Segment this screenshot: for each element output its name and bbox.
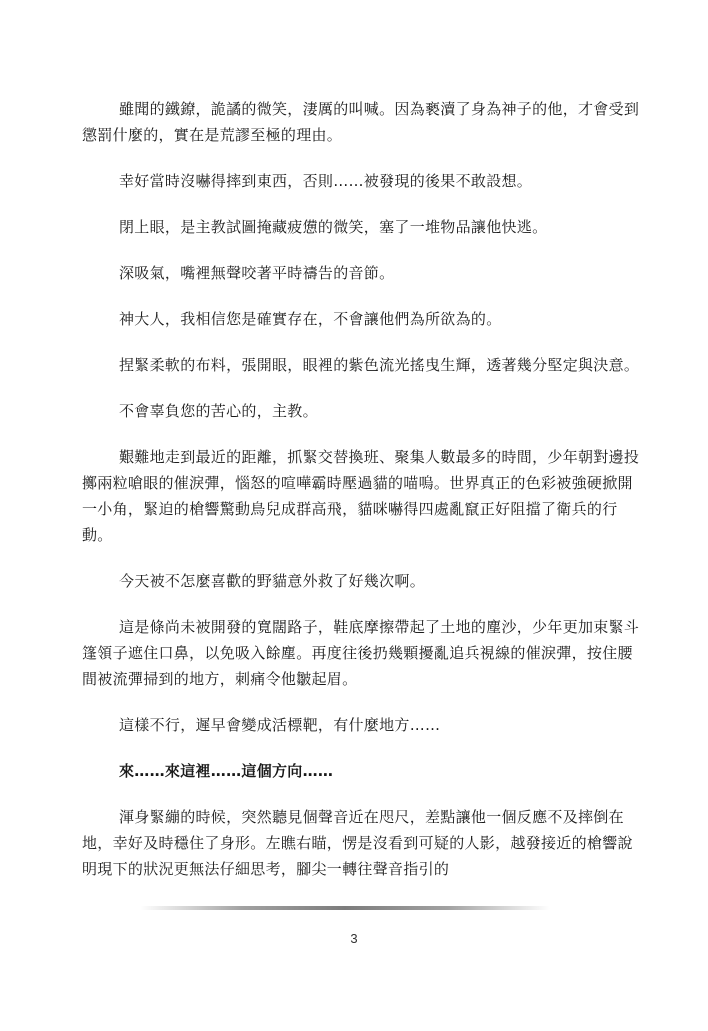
paragraph: 這樣不行，遲早會變成活標靶，有什麼地方…… <box>119 716 441 734</box>
paragraph: 閉上眼，是主教試圖掩藏疲憊的微笑，塞了一堆物品讓他快逃。 <box>119 218 548 236</box>
body-text <box>82 96 642 902</box>
paragraph: 渾身緊繃的時候，突然聽見個聲音近在咫尺，差點讓他一個反應不及摔倒在地，幸好及時穩住了身形。左瞧右瞄，愣是沒看到可疑的人影，越發接近的槍響說明現下的狀況更無法仔細思考，腳尖一轉往聲音指引的 <box>82 808 633 878</box>
paragraph: 幸好當時沒嚇得摔到東西，否則……被發現的後果不敢設想。 <box>119 172 533 190</box>
page-number: 3 <box>350 931 358 946</box>
paragraph: 捏緊柔軟的布料，張開眼，眼裡的紫色流光搖曳生輝，透著幾分堅定與決意。 <box>119 356 640 374</box>
paragraph: 艱難地走到最近的距離，抓緊交替換班、聚集人數最多的時間，少年朝對邊投擲兩粒嗆眼的催淚彈，惱怒的喧嘩霸時壓過貓的喵嗚。世界真正的色彩被強硬掀開一小角，緊迫的槍響驚動鳥兒成群高飛，貓咪嚇得四處亂竄正好阻擋了衛兵的行動。 <box>82 448 640 544</box>
paragraph: 雖聞的鐵鐐，詭譎的微笑，淒厲的叫喊。因為褻瀆了身為神子的他，才會受到懲罰什麼的，實在是荒謬至極的理由。 <box>82 100 640 144</box>
paragraph: 神大人，我相信您是確實存在，不會讓他們為所欲為的。 <box>119 310 502 328</box>
paragraph: 不會辜負您的苦心的，主教。 <box>119 402 318 420</box>
paragraph: 深吸氣，嘴裡無聲咬著平時禱告的音節。 <box>119 264 395 282</box>
paragraph: 今天被不怎麼喜歡的野貓意外救了好幾次啊。 <box>119 572 426 590</box>
footer-divider <box>140 906 550 910</box>
paragraph: 這是條尚未被開發的寬闊路子，鞋底摩擦帶起了土地的塵沙，少年更加束緊斗篷領子遮住口鼻，以免吸入餘塵。再度往後扔幾顆擾亂追兵視線的催淚彈，按住腰間被流彈掃到的地方，刺痛令他皺起眉。 <box>82 618 640 688</box>
paragraph: 來……來這裡……這個方向…… <box>119 762 334 780</box>
